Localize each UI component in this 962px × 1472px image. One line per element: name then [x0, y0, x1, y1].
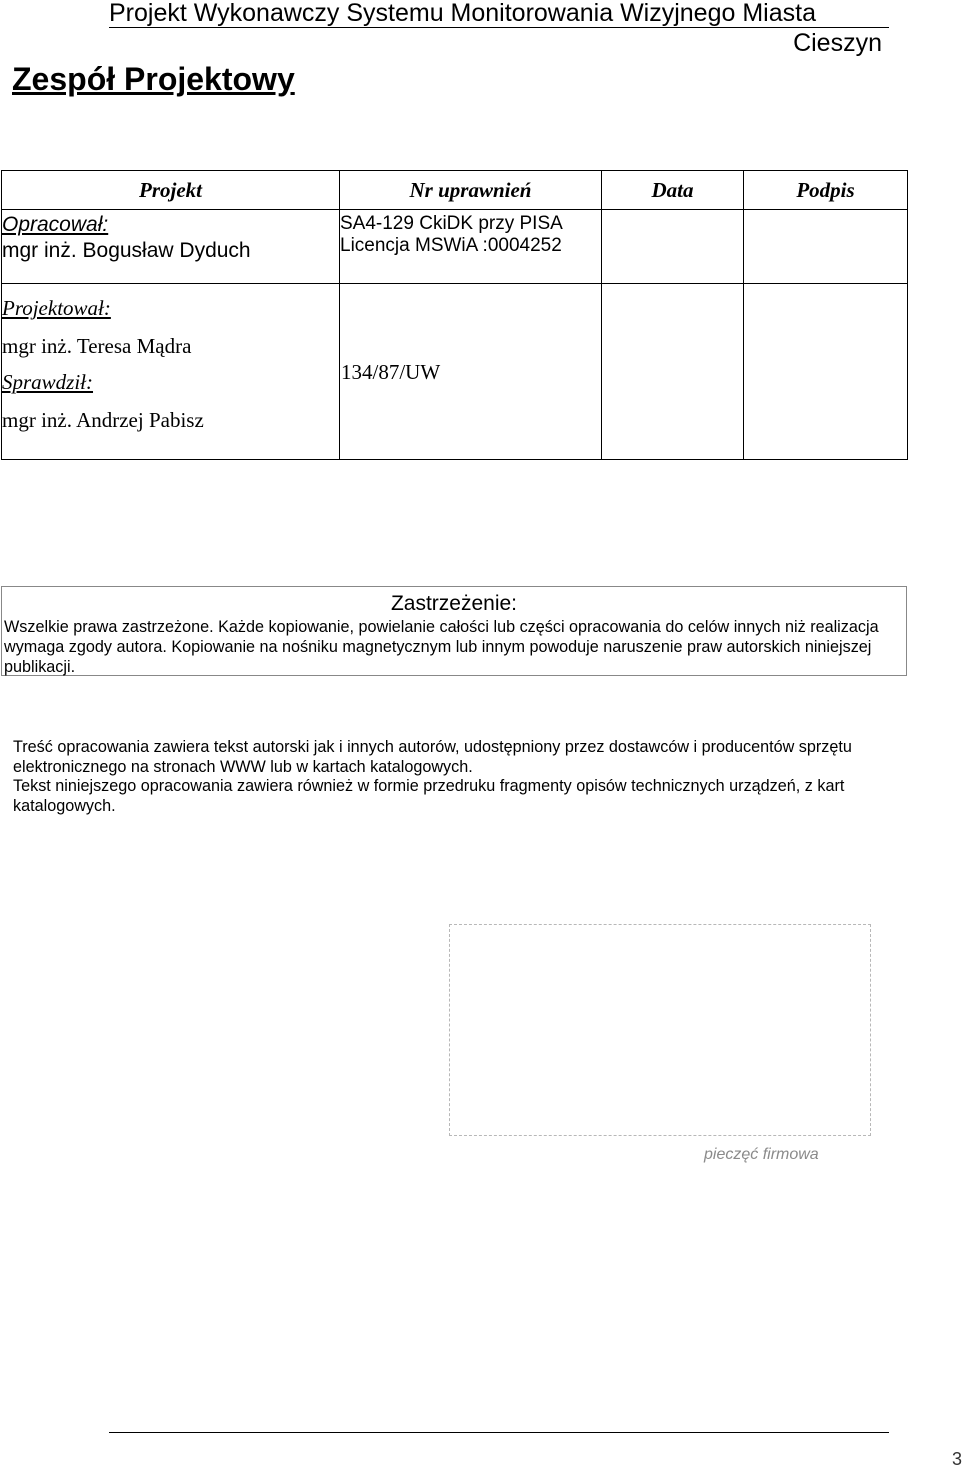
signature-cell: [744, 284, 908, 460]
table-header-row: [2, 171, 908, 210]
person-name: mgr inż. Bogusław Dyduch: [2, 239, 251, 262]
paragraph: Treść opracowania zawiera tekst autorski jak i innych autorów, udostępniony przez dostawców i producentów sprzętu elektronicznego na stronach WWW lub w kartach katalogowych.: [13, 738, 852, 776]
column-header-date: Data: [602, 171, 744, 210]
role-label: Sprawdził:: [2, 370, 94, 394]
company-stamp-area: [449, 924, 871, 1136]
copyright-notice: [1, 586, 907, 676]
document-title-line2: Cieszyn: [793, 29, 882, 57]
table-row: [2, 210, 908, 284]
license-cell: [340, 210, 602, 284]
author-cell: [2, 284, 340, 460]
license-line: Licencja MSWiA :0004252: [340, 235, 562, 256]
header-rule: [109, 27, 889, 28]
document-title-line1: Projekt Wykonawczy Systemu Monitorowania Wizyjnego Miasta: [109, 0, 816, 27]
signature-table: [1, 170, 908, 460]
content-note: [13, 738, 903, 816]
date-cell: [602, 284, 744, 460]
signature-cell: [744, 210, 908, 284]
team-title: Zespół Projektowy: [12, 61, 295, 97]
notice-body: Wszelkie prawa zastrzeżone. Każde kopiowanie, powielanie całości lub części opracowania do celów innych niż realizacja wymaga zgody autora. Kopiowanie na nośniku magnetycznym lub innym powoduje naruszenie praw autorskich niniejszej publikacji.: [4, 618, 879, 676]
license-line: SA4-129 CkiDK przy PISA: [340, 213, 563, 234]
stamp-label: pieczęć firmowa: [704, 1146, 819, 1163]
author-cell: [2, 210, 340, 284]
column-header-signature: Podpis: [744, 171, 908, 210]
table-row: [2, 284, 908, 460]
license-number: 134/87/UW: [341, 359, 441, 384]
column-header-license: Nr uprawnień: [340, 171, 602, 210]
notice-title: Zastrzeżenie:: [390, 592, 518, 615]
person-name: mgr inż. Andrzej Pabisz: [2, 408, 204, 432]
footer-rule: [109, 1432, 889, 1433]
paragraph: Tekst niniejszego opracowania zawiera również w formie przedruku fragmenty opisów technicznych urządzeń, z kart katalogowych.: [13, 777, 845, 815]
date-cell: [602, 210, 744, 284]
role-label: Opracował:: [2, 213, 109, 236]
column-header-project: Projekt: [2, 171, 340, 210]
role-label: Projektował:: [2, 296, 111, 320]
page-number: 3: [952, 1449, 962, 1469]
person-name: mgr inż. Teresa Mądra: [2, 334, 192, 358]
license-cell: [340, 284, 602, 460]
